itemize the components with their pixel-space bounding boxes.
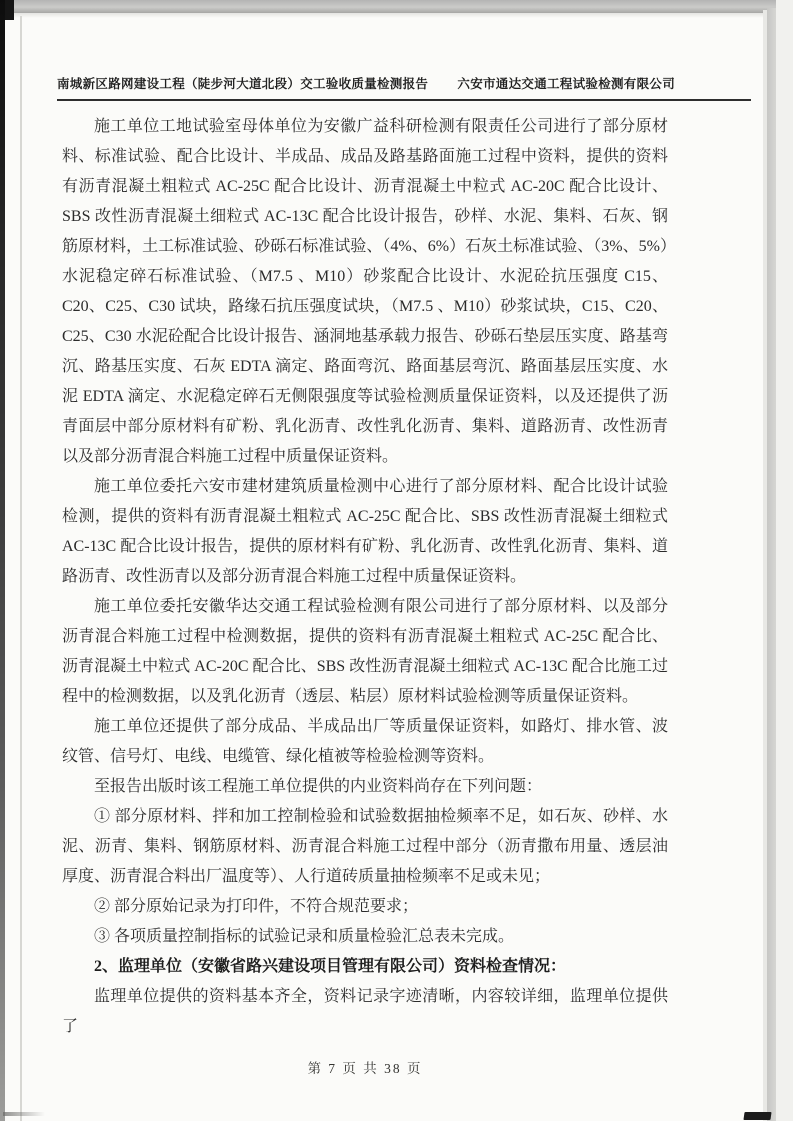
scan-right-edge (767, 8, 776, 1121)
paragraph-7: ② 部分原始记录为打印件，不符合规范要求； (94, 898, 419, 915)
document-paragraphs (62, 112, 668, 1042)
paper-fold-line (20, 16, 22, 1121)
paragraph-10: 监理单位提供的资料基本齐全，资料记录字迹清晰，内容较详细，监理单位提供了 (62, 988, 668, 1035)
scan-top-shadow (0, 13, 793, 18)
paragraph-9: 2、监理单位（安徽省路兴建设项目管理有限公司）资料检查情况： (94, 958, 567, 975)
paragraph-1: 施工单位工地试验室母体单位为安徽广益科研检测有限责任公司进行了部分原材料、标准试验、配合比设计、半成品、成品及路基路面施工过程中资料，提供的资料有沥青混凝土粗粒式 AC-25C 配合比设计、沥青混凝土中粒式 AC-20C 配合比设计、SBS 改性沥青混凝土细粒式 AC-13C 配合比设计报告，砂样、水泥、集料、石灰、钢筋原材料，土工标准试验、砂砾石标准试验、（4%、6%）石灰土标准试验、（3%、5%）水泥稳定碎石标准试验、（M7.5 、M10）砂浆配合比设计、水泥砼抗压强度 C15、C20、C25、C30 试块，路缘石抗压强度试块，（M7.5 、M10）砂浆试块，C15、C20、C25、C30 水泥砼配合比设计报告、涵洞地基承载力报告、砂砾石垫层压实度、路基弯沉、路基压实度、石灰 EDTA 滴定、路面弯沉、路面基层弯沉、路面基层压实度、水泥 EDTA 滴定、水泥稳定碎石无侧限强度等试验检测质量保证资料，以及还提供了沥青面层中部分原材料有矿粉、乳化沥青、改性乳化沥青、集料、道路沥青、改性沥青以及部分沥青混合料施工过程中质量保证资料。 (62, 118, 668, 465)
scan-right-margin (776, 0, 793, 1121)
scan-left-edge (0, 0, 5, 1121)
scan-smudge-bottom-left (3, 1112, 45, 1116)
paragraph-8: ③ 各项质量控制指标的试验记录和质量检验汇总表未完成。 (94, 928, 515, 945)
paragraph-2: 施工单位委托六安市建材建筑质量检测中心进行了部分原材料、配合比设计试验检测，提供的资料有沥青混凝土粗粒式 AC-25C 配合比、SBS 改性沥青混凝土细粒式 AC-13C 配合比设计报告，提供的原材料有矿粉、乳化沥青、改性乳化沥青、集料、道路沥青、改性沥青以及部分沥青混合料施工过程中质量保证资料。 (62, 478, 668, 585)
scan-corner-mark-bottom-right (743, 1112, 771, 1120)
paragraph-5: 至报告出版时该工程施工单位提供的内业资料尚存在下列问题： (94, 778, 543, 795)
page-header-row (57, 74, 751, 92)
testing-company-name: 六安市通达交通工程试验检测有限公司 (457, 77, 675, 91)
paragraph-3: 施工单位委托安徽华达交通工程试验检测有限公司进行了部分原材料、以及部分沥青混合料施工过程中检测数据，提供的资料有沥青混凝土粗粒式 AC-25C 配合比、沥青混凝土中粒式 AC-20C 配合比、SBS 改性沥青混凝土细粒式 AC-13C 配合比施工过程中的检测数据，以及乳化沥青（透层、粘层）原材料试验检测等质量保证资料。 (62, 598, 668, 705)
report-title: 南城新区路网建设工程（陡步河大道北段）交工验收质量检测报告 (57, 77, 429, 91)
page-number: 第 7 页 共 38 页 (307, 1061, 423, 1076)
scan-top-edge (0, 0, 793, 13)
paragraph-4: 施工单位还提供了部分成品、半成品出厂等质量保证资料，如路灯、排水管、波纹管、信号灯、电线、电缆管、绿化植被等检验检测等资料。 (62, 718, 668, 765)
page-header (57, 74, 751, 101)
paragraph-6: ① 部分原材料、拌和加工控制检验和试验数据抽检频率不足，如石灰、砂样、水泥、沥青、集料、钢筋原材料、沥青混合料施工过程中部分（沥青撒布用量、透层油厚度、沥青混合料出厂温度等）、人行道砖质量抽检频率不足或未见； (62, 808, 668, 885)
